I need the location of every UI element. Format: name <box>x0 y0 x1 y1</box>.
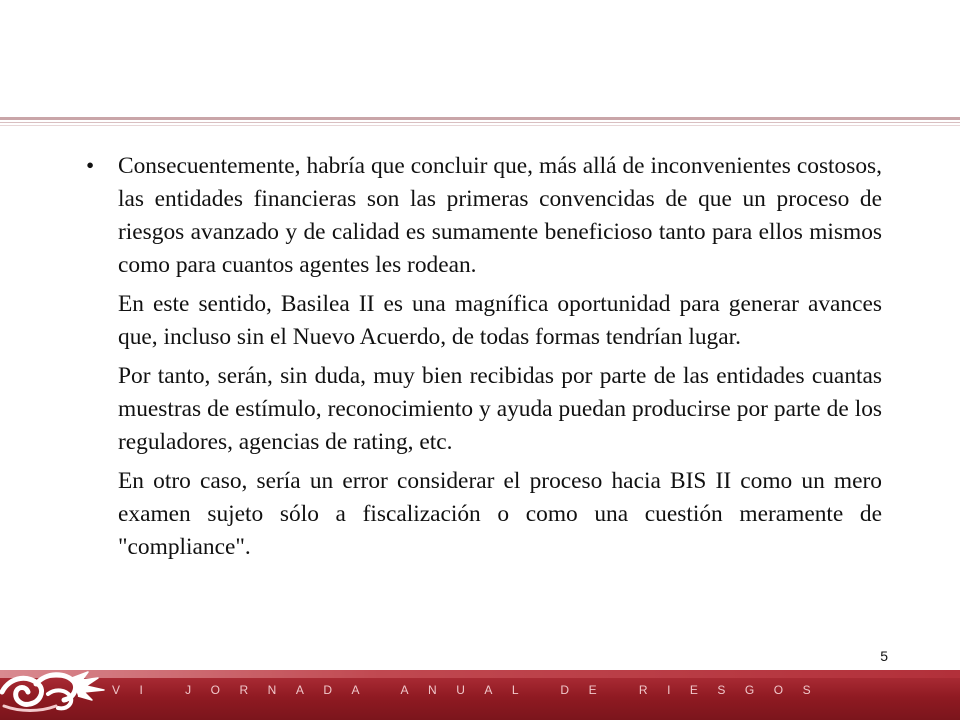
page-number: 5 <box>880 648 888 664</box>
bullet-icon: • <box>86 153 95 179</box>
slide-body <box>86 150 882 570</box>
paragraph-4: En otro caso, sería un error considerar el proceso hacia BIS II como un mero examen sujeto sólo a fiscalización o como una cuestión meramente de "compliance". <box>118 468 882 560</box>
footer-event-title: VI JORNADA ANUAL DE RIESGOS <box>112 683 831 697</box>
bullet-paragraph <box>86 150 882 282</box>
paragraph-1-text: Consecuentemente, habría que concluir que, más allá de inconvenientes costosos, las entidades financieras son las primeras convencidas de que un proceso de riesgos avanzado y de calidad es sumamente beneficioso tanto para ellos mismos como para cuantos agentes les rodean. <box>118 153 882 278</box>
header-rule-thin <box>0 122 960 123</box>
paragraph-3: Por tanto, serán, sin duda, muy bien recibidas por parte de las entidades cuantas muestras de estímulo, reconocimiento y ayuda puedan producirse por parte de los reguladores, agencias de rating, etc. <box>118 363 882 455</box>
dragon-logo-icon <box>0 662 110 720</box>
header-rule <box>0 117 960 120</box>
paragraph-2: En este sentido, Basilea II es una magnífica oportunidad para generar avances que, incluso sin el Nuevo Acuerdo, de todas formas tendrían lugar. <box>118 291 882 350</box>
header-rule-faint <box>0 125 960 126</box>
footer-highlight <box>0 670 960 678</box>
